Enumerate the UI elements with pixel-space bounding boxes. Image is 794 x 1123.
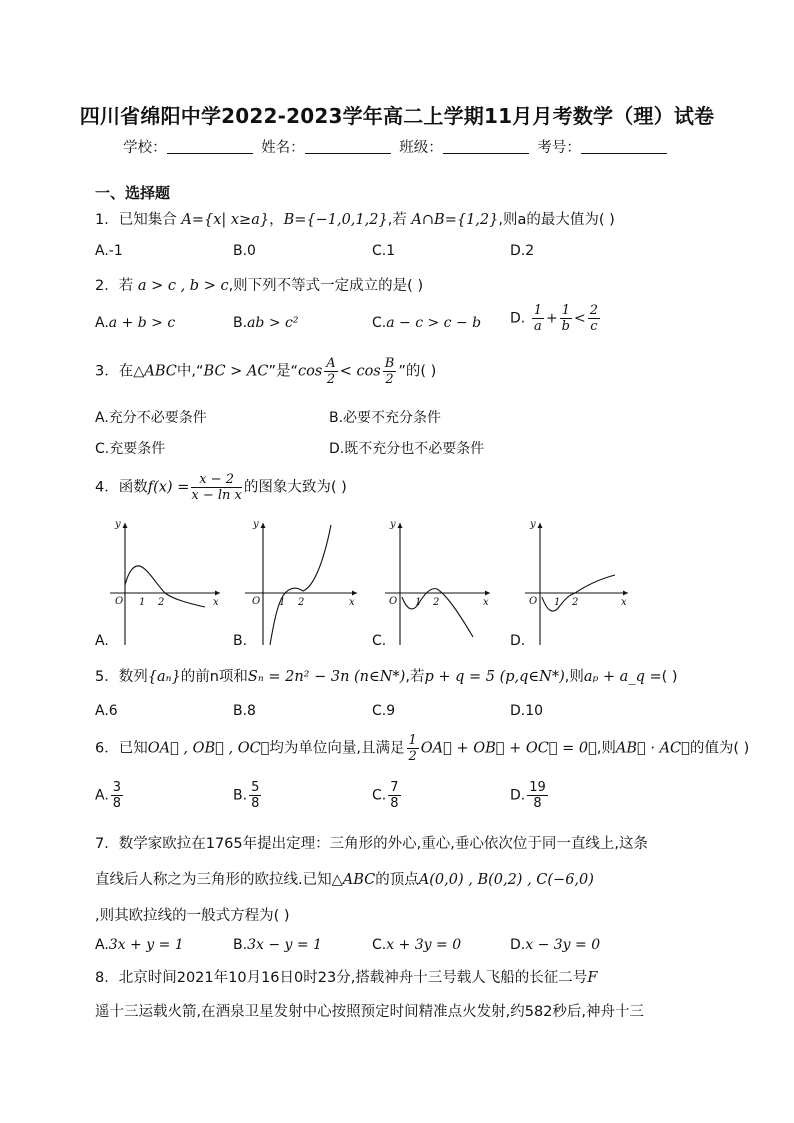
class-label: 班级： bbox=[399, 140, 443, 156]
question-2-stem bbox=[95, 274, 423, 295]
q4-graphs bbox=[95, 515, 655, 650]
frac-num: 1 bbox=[561, 303, 570, 318]
q4-frac bbox=[191, 472, 241, 503]
q4-option-c-label: C. bbox=[372, 633, 387, 649]
q5-option-d: D.10 bbox=[510, 703, 544, 719]
q6-text-b: 均为单位向量,且满足 bbox=[269, 740, 405, 757]
graph-b-tick-2: 2 bbox=[298, 597, 305, 608]
q2-d-label: D. bbox=[510, 310, 526, 327]
q1-text-c: ,则a的最大值为( ) bbox=[498, 212, 615, 228]
school-blank bbox=[167, 139, 253, 154]
q8-text: 8．北京时间2021年10月16日0时23分,搭载神舟十三号载人飞船的长征二号 bbox=[95, 970, 588, 986]
q3-text-c: ”是“ bbox=[268, 363, 298, 380]
frac-den: 2 bbox=[408, 749, 417, 764]
q2-text: 2．若 bbox=[95, 278, 134, 294]
q6-d-frac bbox=[527, 780, 548, 811]
frac-num: x − 2 bbox=[191, 472, 241, 488]
frac-den: 8 bbox=[390, 796, 399, 811]
q7-c-math: x + 3y = 0 bbox=[386, 937, 462, 953]
class-blank bbox=[443, 139, 529, 154]
frac-den: x − ln x bbox=[191, 488, 242, 503]
q2-d-frac-1 bbox=[532, 303, 544, 334]
frac-num: 2 bbox=[589, 303, 598, 318]
q6-frac bbox=[407, 733, 419, 764]
q6-c-frac bbox=[388, 780, 400, 811]
q6-option-a bbox=[95, 780, 125, 811]
q3-lt-cos: < cos bbox=[339, 363, 381, 380]
q1-text: 1．已知集合 bbox=[95, 212, 177, 228]
graph-b-x-label: x bbox=[349, 597, 355, 608]
question-8-line-2: 遥十三运载火箭,在酒泉卫星发射中心按照预定时间精准点火发射,约582秒后,神舟十三 bbox=[95, 1004, 645, 1020]
graph-d-tick-1: 1 bbox=[554, 597, 561, 608]
q6-option-d bbox=[510, 780, 550, 811]
q3-frac-a bbox=[324, 356, 337, 387]
q2-b-label: B. bbox=[233, 315, 248, 331]
graph-c-curve bbox=[402, 589, 473, 637]
q7-points: A(0,0) , B(0,2) , C(−6,0) bbox=[418, 872, 594, 888]
q7-a-math: 3x + y = 1 bbox=[108, 937, 184, 953]
graph-c-tick-1: 1 bbox=[415, 597, 422, 608]
q4-option-a-label: A. bbox=[95, 633, 109, 649]
q5-seq: {aₙ} bbox=[147, 669, 181, 685]
q6-text-c: ,则 bbox=[596, 740, 616, 757]
graph-b-curve bbox=[270, 525, 331, 645]
graph-a-origin: O bbox=[115, 596, 124, 607]
q6-option-b bbox=[233, 780, 263, 811]
graph-b-y-label: y bbox=[253, 519, 259, 530]
number-label: 考号： bbox=[537, 140, 581, 156]
q6-text: 6．已知 bbox=[95, 740, 148, 757]
frac-den: 2 bbox=[385, 372, 394, 387]
q5-text-b: 的前n项和 bbox=[180, 669, 248, 685]
q3-triangle: △ABC bbox=[133, 363, 177, 380]
q2-option-a bbox=[95, 315, 175, 331]
frac-num: 1 bbox=[533, 303, 542, 318]
graph-b-tick-1: 1 bbox=[279, 597, 286, 608]
q7-b-label: B. bbox=[233, 937, 248, 953]
q6-vectors: OA⃗ , OB⃗ , OC⃗ bbox=[147, 740, 270, 757]
q2-d-plus: + bbox=[545, 310, 558, 327]
question-1-stem bbox=[95, 208, 615, 229]
graph-c-y-arrow bbox=[398, 523, 403, 528]
frac-num: A bbox=[326, 356, 336, 371]
frac-num: 3 bbox=[112, 780, 122, 795]
q5-text-d: ,则 bbox=[564, 669, 584, 685]
q5-option-b: B.8 bbox=[233, 703, 256, 719]
q2-b-math: ab > c² bbox=[247, 315, 299, 331]
q5-sn: Sₙ = 2n² − 3n (n∈N*) bbox=[247, 669, 406, 685]
q2-c-label: C. bbox=[372, 315, 387, 331]
q6-d-label: D. bbox=[510, 787, 526, 804]
graph-c-x-arrow bbox=[485, 591, 490, 596]
q3-text: 3．在 bbox=[95, 363, 134, 380]
name-label: 姓名： bbox=[261, 140, 305, 156]
q5-text-c: ,若 bbox=[405, 669, 425, 685]
q2-c-math: a − c > c − b bbox=[386, 315, 482, 331]
graph-d-tick-2: 2 bbox=[572, 597, 579, 608]
graph-b-y-arrow bbox=[261, 523, 266, 528]
graph-a-x-label: x bbox=[213, 597, 219, 608]
frac-num: B bbox=[384, 356, 395, 371]
frac-den: 8 bbox=[533, 796, 542, 811]
q7-b-math: 3x − y = 1 bbox=[247, 937, 322, 953]
q1-set-b: B={−1,0,1,2} bbox=[283, 212, 388, 228]
q7-text: 直线后人称之为三角形的欧拉线.已知 bbox=[95, 872, 332, 888]
question-7-line-3: ,则其欧拉线的一般式方程为( ) bbox=[95, 908, 290, 924]
q7-c-label: C. bbox=[372, 937, 387, 953]
section-heading: 一、选择题 bbox=[95, 184, 171, 202]
q7-option-b bbox=[233, 937, 322, 953]
q4-option-b-label: B. bbox=[233, 633, 248, 649]
frac-num: 19 bbox=[529, 780, 546, 795]
q5-option-a: A.6 bbox=[95, 703, 118, 719]
graph-a-curve bbox=[125, 566, 205, 607]
q7-a-label: A. bbox=[95, 937, 109, 953]
school-label: 学校： bbox=[123, 140, 167, 156]
graph-c-y-label: y bbox=[390, 519, 396, 530]
q1-condition: A∩B={1,2} bbox=[411, 212, 499, 228]
q7-option-c bbox=[372, 937, 461, 953]
graph-c-origin: O bbox=[389, 596, 398, 607]
q3-text-d: ”的( ) bbox=[398, 363, 437, 380]
q3-frac-b bbox=[383, 356, 397, 387]
q6-option-c bbox=[372, 780, 403, 811]
q7-option-a bbox=[95, 937, 184, 953]
graph-a-tick-2: 2 bbox=[158, 597, 165, 608]
q6-a-label: A. bbox=[95, 787, 109, 804]
graph-c-tick-2: 2 bbox=[433, 597, 440, 608]
q3-option-a: A.充分不必要条件 bbox=[95, 410, 207, 426]
q3-option-d: D.既不充分也不必要条件 bbox=[329, 441, 485, 457]
q2-option-d bbox=[510, 303, 602, 334]
frac-den: a bbox=[533, 319, 542, 334]
frac-den: 2 bbox=[326, 372, 336, 387]
graph-d-x-arrow bbox=[623, 591, 628, 596]
q1-sep: ， bbox=[269, 212, 284, 228]
frac-den: b bbox=[561, 319, 570, 334]
question-5-stem bbox=[95, 665, 678, 686]
q7-d-math: x − 3y = 0 bbox=[525, 937, 601, 953]
q3-text-b: 中,“ bbox=[176, 363, 204, 380]
graph-d-y-label: y bbox=[530, 519, 536, 530]
q6-text-d: 的值为( ) bbox=[689, 740, 750, 757]
q2-option-c bbox=[372, 315, 481, 331]
q3-cos: cos bbox=[298, 363, 323, 380]
frac-den: c bbox=[590, 319, 598, 334]
graph-c-x-label: x bbox=[483, 597, 489, 608]
graph-d-x-label: x bbox=[621, 597, 627, 608]
q5-text-e: ( ) bbox=[661, 669, 678, 685]
q4-func: f(x) = bbox=[147, 479, 190, 496]
graph-b-origin: O bbox=[252, 596, 261, 607]
q5-option-c: C.9 bbox=[372, 703, 396, 719]
name-blank bbox=[305, 139, 391, 154]
question-6-stem bbox=[95, 733, 749, 764]
frac-den: 8 bbox=[251, 796, 260, 811]
graph-d-y-arrow bbox=[538, 523, 543, 528]
q5-text: 5．数列 bbox=[95, 669, 148, 685]
graph-a-y-label: y bbox=[115, 519, 121, 530]
graph-a-x-arrow bbox=[215, 591, 220, 596]
q5-cond: p + q = 5 (p,q∈N*) bbox=[424, 669, 565, 685]
q6-b-frac bbox=[249, 780, 261, 811]
question-3-stem bbox=[95, 356, 436, 387]
question-7-line-2 bbox=[95, 868, 594, 889]
q1-option-b: B.0 bbox=[233, 243, 256, 259]
graph-a-tick-1: 1 bbox=[139, 597, 146, 608]
q3-cond: BC > AC bbox=[203, 363, 269, 380]
question-8-line-1 bbox=[95, 966, 597, 987]
q4-option-d-label: D. bbox=[510, 633, 526, 649]
q2-d-lt: < bbox=[573, 310, 586, 327]
q2-d-frac-3 bbox=[588, 303, 600, 334]
q5-expr: aₚ + a_q = bbox=[583, 669, 662, 685]
frac-den: 8 bbox=[112, 796, 122, 811]
exam-title: 四川省绵阳中学2022-2023学年高二上学期11月月考数学（理）试卷 bbox=[79, 104, 715, 128]
q4-text-b: 的图象大致为( ) bbox=[243, 479, 347, 496]
frac-num: 7 bbox=[390, 780, 399, 795]
q1-option-c: C.1 bbox=[372, 243, 396, 259]
q4-text: 4．函数 bbox=[95, 479, 148, 496]
graph-a-y-arrow bbox=[123, 523, 128, 528]
q6-dot: AB⃗ · AC⃗ bbox=[615, 740, 690, 757]
q2-condition: a > c , b > c bbox=[137, 278, 229, 294]
q6-a-frac bbox=[111, 780, 123, 811]
question-7-line-1: 7．数学家欧拉在1765年提出定理：三角形的外心,重心,垂心依次位于同一直线上,这条 bbox=[95, 836, 648, 852]
frac-num: 5 bbox=[251, 780, 260, 795]
q7-d-label: D. bbox=[510, 937, 526, 953]
graph-d-origin: O bbox=[529, 596, 538, 607]
graph-b-x-arrow bbox=[352, 591, 357, 596]
q3-option-c: C.充要条件 bbox=[95, 441, 166, 457]
q1-text-b: ,若 bbox=[387, 212, 407, 228]
q1-option-d: D.2 bbox=[510, 243, 535, 259]
student-info-line bbox=[0, 136, 794, 157]
q7-text-b: 的顶点 bbox=[375, 872, 419, 888]
number-blank bbox=[581, 139, 667, 154]
q2-a-math: a + b > c bbox=[108, 315, 176, 331]
q2-option-b bbox=[233, 315, 298, 331]
q2-text-b: ,则下列不等式一定成立的是( ) bbox=[228, 278, 424, 294]
q7-triangle: △ABC bbox=[331, 872, 376, 888]
q2-a-label: A. bbox=[95, 315, 109, 331]
q3-option-b: B.必要不充分条件 bbox=[329, 410, 442, 426]
q2-d-frac-2 bbox=[560, 303, 572, 334]
q1-set-a: A={x| x≥a} bbox=[181, 212, 270, 228]
q8-f: F bbox=[587, 970, 598, 986]
q7-option-d bbox=[510, 937, 600, 953]
q6-c-label: C. bbox=[372, 787, 387, 804]
q6-b-label: B. bbox=[233, 787, 248, 804]
question-4-stem bbox=[95, 472, 347, 503]
frac-num: 1 bbox=[408, 733, 417, 748]
q6-equation: OA⃗ + OB⃗ + OC⃗ = 0⃗ bbox=[420, 740, 597, 757]
q1-option-a: A.-1 bbox=[95, 243, 123, 259]
